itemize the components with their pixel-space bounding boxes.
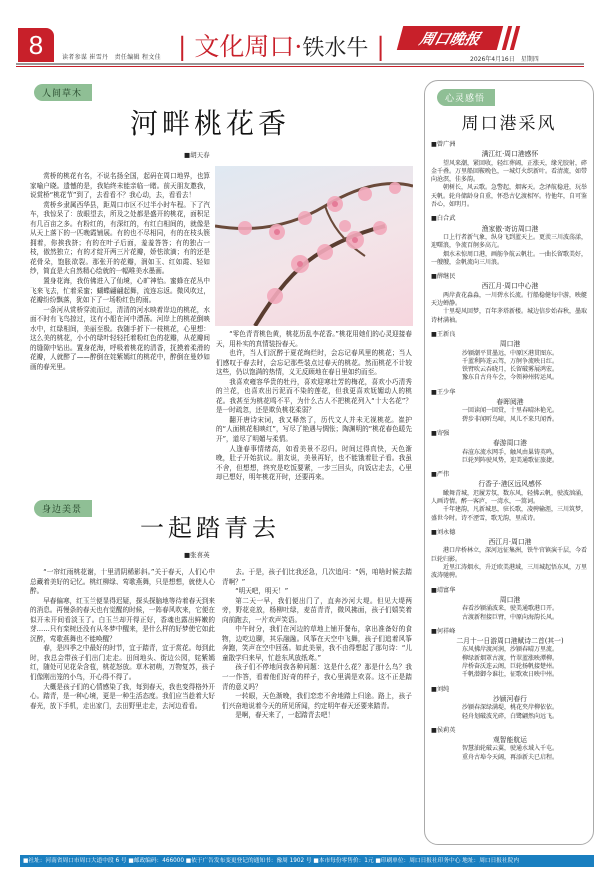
- poem-author: ■何祥峰: [431, 627, 456, 635]
- author-name: 白合武: [436, 215, 456, 223]
- article1-col-left: [30, 172, 210, 502]
- poem-line: 东风拂岸渡河润，沙颍春晴万里流。: [461, 646, 558, 654]
- paragraph: 我喜欢雍容华贵的牡丹，喜欢迎寒壮芳的梅花，喜欢小巧清秀的兰花，也喜欢出污泥而不染的莲花，但我更喜欢妩媚动人的桃花。我甚至为桃花鸣不平，为什么古人不把桃花列入“十大名花”？是一时疏忽，还是欺负桃花柔弱？: [216, 377, 412, 415]
- footer-bar: ■社址：河南省周口市周口大道中段 6 号 ■邮政编码：466000 ■依于广告发布变更登记的通知书：豫周 1902 号 ■本市每份零售价：1元 ■印刷单位：周口日报社印务中心 地址：周口日报社院内: [20, 855, 594, 867]
- poem-author: ■王新良: [431, 330, 456, 338]
- poem-line: 口上行者新气象，纵身飞到蓝天上。更羡三川波荡漾，迎曙浪，争流百舸多高亢。: [431, 233, 588, 250]
- poem-line: 柳绿新烟罩古渡，竹翠蓝涨映潭柳。: [461, 654, 558, 662]
- newspaper-logo: [397, 26, 503, 50]
- paragraph: 第二天一早，我们便出门了，直奔沙河大堤。但见大堤两旁，野花竞放，杨柳吐绿，麦苗青青，微风拂面，孩子们嬉笑着向前跑去，一片欢声笑语。: [222, 596, 412, 624]
- paragraph: 春，是四季之中最好的时节，宜于踏青，宜于赏花。每到此时，我总会带孩子们出门走走。田间地头、街边公园，姹紫嫣红，随处可见花朵含苞，桃花怒放。草木初萌，万物复苏，孩子们像刚出笼的小鸟，开心得不得了。: [30, 644, 215, 682]
- paragraph: 赏桥的桃花有名，不说名扬全国，起码在周口地界，也算家喻户晓。遗憾的是，我始终未能亲临一睹。前天朋友邀我，说赏桥“桃花节”到了，去看看不？我心动，去，看看去！: [30, 172, 210, 200]
- paragraph: “一帘红雨桃花谢，十里清阴稀影斜。”关于春天，人们心中总藏着美好的记忆。桃红柳绿、莺歌燕舞，只是想想，就使人心醉。: [30, 568, 215, 596]
- author-name: 刘纯: [436, 685, 450, 693]
- article2-col-left: [30, 568, 215, 848]
- poem-line: 沙颍春深绿满堤，桃花夹岸柳依依。: [461, 704, 558, 712]
- poem-title: 观智能航运: [493, 736, 527, 745]
- sidebar-title: 周口港采风: [461, 114, 557, 134]
- poem-line: 烟水未惊周口港，画舫争航云帆壮。一曲长留歌美好，一艘艘，金帆流向三川浪。: [431, 250, 588, 266]
- poem-line: 望风来潮，紧回收，轻红葬阔，正涨天，缘光胶射，碎金千叠。万里船回鞍晚色，一城灯火织新叶。看清流，如带向沧溟，佳多韵。: [431, 159, 588, 184]
- page-number: 8: [18, 28, 54, 62]
- paragraph: 是啊，春天来了，一起踏青去吧！: [235, 711, 335, 720]
- poem-line: 重舟古埠今天阔，再添新夫已启程。: [461, 753, 558, 761]
- poem-list: [431, 135, 589, 840]
- paragraph: “零色青青桃色黄，桃花历乱李花香。”桃花用她们的心灵迎接春天，用朴实的真情装扮春天。: [216, 330, 412, 348]
- poem-title: 周口港: [499, 340, 521, 349]
- poem: [431, 727, 589, 762]
- poem-line: 轻舟划破波光碎，白鹭翩然向远飞。: [461, 712, 558, 720]
- poem-line: 春渲东流水网手，触风由巢铸英鸣。: [461, 448, 558, 456]
- author-name: 靖富华: [436, 586, 456, 594]
- poem-title: 周口港: [499, 595, 521, 604]
- author-name: 何祥峰: [436, 627, 456, 635]
- author-name: 刘永德: [436, 528, 456, 536]
- poem-author: ■王少华: [431, 388, 456, 396]
- poem-author: ■刘纯: [431, 685, 450, 693]
- poem-line: 千蓝利阵连云驾，万舸争流映日红。: [461, 357, 558, 365]
- author-name: 薛继民: [436, 273, 456, 281]
- poem-title: 春游周口港: [493, 439, 527, 448]
- author-name: 寄强: [436, 429, 450, 437]
- poem: [431, 686, 589, 721]
- poem-title: 渔家傲·寄访周口港: [481, 224, 539, 233]
- poem-line: 近里江涛烟水，升迁欧美港域，三川城起悟东风，万里波涛驰骋。: [431, 564, 588, 580]
- poem-line: 一回读闻一回赏，十里春晴沐艳光。: [461, 407, 558, 415]
- paragraph: 一转眼，天色渐晚，我们恋恋不舍地踏上归途。路上，孩子们兴奋地说着今天的所见所闻，约定明年春天还要来踏青。: [222, 692, 412, 710]
- poem-line: 十里堤风回梦，百年茅塔新楼。城边信步始春秋，墨取诗材满袖。: [431, 308, 588, 324]
- article2-title: 一起踏青去: [140, 514, 280, 542]
- logo-text: 周口晚报: [417, 29, 483, 48]
- poem: [431, 471, 589, 523]
- sidebar-section-tag: 心灵感悟: [437, 89, 495, 106]
- poem-line: 千年建韵，凡新城思，驻长歌，凌骋输涯，三川筑梦，盛世今时。诗不湮雪，歌无韵，里成诗。: [431, 506, 588, 522]
- section-tag-1: 人间草木: [34, 84, 92, 101]
- poem: [431, 430, 589, 465]
- poem-line: 铁臂吹云吞晓月，长留破雾展鸿宏。: [461, 366, 558, 374]
- author-name: 侯莉英: [436, 726, 456, 734]
- poem-title: 行香子·港区远风感怀: [478, 480, 542, 489]
- paragraph: 孩子们不停地问我各种问题：这是什么花？那是什么鸟？我一一作答，看着他们好奇的样子，我心里满是欢喜。这不正是踏青的意义吗？: [222, 663, 412, 691]
- author-name: 王少华: [436, 388, 456, 396]
- paragraph: 人逢春事情绪高，如看美景不忍归。时间过得真快，天色渐晚，肚子开始抗议。朋友说，美景再好，也不能饿着肚子看。我虽不舍，但想想，终究是吃饭要紧，一步三回头，向饭店走去，心里却已想好，明年桃花开时，还要再来。: [216, 444, 412, 482]
- poetry-sidebar: [424, 80, 594, 845]
- paragraph: 一条河从赏桥穿流而过，清清的河水映着岸边的桃花，水面不时有飞鸟掠过，这有小船在河中漂荡。河岸上的桃花倒映水中，红绿相间，美丽至极。我随手折下一枝桃花，心里想：这么美的桃花，小小的绿叶轻轻托着粉红色的花瓣，从花瓣间的缝隙中钻出。置身花海，呼吸着桃花的清香，抚摸着柔滑的花瓣，人就醉了——醉倒在姹紫嫣红的桃花中，醉倒在曼妙如画的春光里。: [30, 305, 210, 371]
- poem-line: 瞰舞青城，迟履芳氛，数东风，轻拂云帆，驶波汹涌，人画诗情。醉一客庐，一湾水，一篙词。: [431, 489, 588, 505]
- poem: [431, 529, 589, 581]
- poem-title: 二月十一日游周口港赋诗二首(其一): [456, 637, 564, 646]
- column-title-sub: 铁水牛: [302, 36, 369, 61]
- poem-author: ■白合武: [431, 215, 456, 223]
- header-rule: [16, 63, 584, 67]
- poem-line: 智慧油轮破云翼，驶通水域入千屯。: [461, 745, 558, 753]
- poem-author: ■侯莉英: [431, 726, 456, 734]
- paragraph: 也许，当人们沉醉于夏花绚烂时，会忘记春风里的桃花；当人们感叹于春去时，会忘记那些装点过春天的桃花。然而桃花不计较这些，仍以饱满的热情，义无反顾地在春日里如约而至。: [216, 349, 412, 377]
- poem-author: ■曾广洲: [431, 141, 456, 148]
- paragraph: 置身花海，我仿佛进入了仙境，心旷神怡。蜜蜂在花丛中飞来飞去，忙着采蜜；蝴蝶翩翩起舞，流连忘返。微风吹过，花瓣纷纷飘落，犹如下了一场粉红色的雨。: [30, 277, 210, 305]
- poem: [431, 628, 589, 680]
- poem-author: ■刘永德: [431, 528, 456, 536]
- poem: [431, 215, 589, 267]
- article2-byline: ■张喜英: [184, 551, 210, 559]
- poem: [431, 141, 589, 209]
- article1-col-right: [216, 330, 412, 502]
- peach-blossom-photo: [215, 166, 413, 326]
- author-name: 王新良: [436, 330, 456, 338]
- poem-line: 朝树长，风云歌。急警起，烟客天。念泽航稳进，玩举天帆。轮舟储龄身自重，怀恐古亿渡相军。待他年，自可鉴吾心，如明月。: [431, 184, 588, 209]
- author: 胡天春: [190, 151, 210, 159]
- poem-line: 春看沙颍涌波来，驶美通歌港口开。: [461, 605, 558, 613]
- poem-author: ■严伟: [431, 471, 450, 479]
- poem-line: 巨轮列阵驶风势，迎美通歌征旅捷。: [461, 456, 558, 464]
- poem-title: 西江月·周口中心港: [481, 282, 539, 291]
- poem: [431, 331, 589, 383]
- poem-title: 沙颍河春行: [493, 694, 527, 703]
- poem-author: ■寄强: [431, 429, 450, 437]
- author-name: 严伟: [436, 471, 450, 479]
- article2-col-right: [222, 568, 412, 848]
- poem-title: 西江月·周口港: [488, 538, 532, 547]
- poem-line: 两岸黄花淼淼，一川碧水长流。行船稳健每中游，映艇天边蝉静。: [431, 291, 588, 308]
- column-title: | 文化周口·铁水牛 |: [178, 32, 385, 61]
- poem-author: ■薛继民: [431, 273, 456, 281]
- paragraph: “明天吧，明天！”: [235, 587, 289, 596]
- column-title-main: 文化周口: [194, 32, 295, 61]
- poem-line: 豫东自古舟车会，今领神州转运风。: [461, 374, 558, 382]
- paragraph: 中午时分，我们在河边的草地上铺开餐布，拿出准备好的食物，边吃边聊，其乐融融。风筝在天空中飞舞，孩子们追着风筝奔跑，笑声在空中回荡。如此美景，我不由得想起了那句诗：“儿童散学归来早，忙趁东风放纸鸢。”: [222, 625, 412, 662]
- poem-line: 岸桥奋沃连云阁，巨轮扬帆接楚州。: [461, 663, 558, 671]
- author-name: 曾广洲: [436, 141, 456, 148]
- poem-line: 古渡新程接巨臂，中原向海韵长风。: [461, 613, 558, 621]
- poem-line: 港口岸桥林立，深河远征集洲，铁牛官镇演千层，今看巨轮归影。: [431, 547, 588, 563]
- poem-title: 满江红·周口港感怀: [481, 150, 539, 159]
- poem: [431, 273, 589, 325]
- poem: [431, 389, 589, 424]
- author: 张喜英: [190, 551, 210, 559]
- poem-line: 沙颍潮平贯墨远，中原区港贯图东。: [461, 349, 558, 357]
- poem-line: 千帆潜御今谁壮，征歌欢日映中州。: [461, 671, 558, 679]
- issue-date: 2026年4月16日 星期四: [470, 56, 539, 63]
- article1-title: 河畔桃花香: [129, 107, 290, 140]
- paragraph: 大概是孩子们的心情感染了我，每到春天，我也变得格外开心。踏青，是一种心境，更是一种生活态度。我们应当趁着大好春光，放下手机，走出家门，去田野里走走，去河边看看。: [30, 682, 215, 710]
- section-tag-2: 身边美景: [34, 500, 92, 517]
- article1-byline: ■胡天春: [184, 151, 210, 159]
- poem: [431, 587, 589, 622]
- editors-credit: 读者参谋 崔雪丹 责任编辑 程文佳: [62, 54, 161, 61]
- paragraph: 去。于是，孩子们比我还急，几次追问：“妈，咱啥时候去踏青啊？”: [222, 568, 412, 586]
- logo-slash-decoration: [502, 26, 520, 50]
- poem-title: 春晖阅港: [496, 398, 524, 407]
- paragraph: 早春偏寒，红玉兰便显得迟疑，探头探脑地等待着春天到来的消息。再慢条的春天也有觉醒的时候，一阵春风吹来，它便在似开未开间看淡玉了。白玉兰却开得正好，香魂也露出鲜嫩的芽……只有栾树还没有从冬梦中醒来，是什么样的好梦使它如此沉醉，莺歌燕舞也不能唤醒？: [30, 596, 215, 643]
- paragraph: 翻开唐诗宋词，我又释然了，历代文人并未无视桃花。崔护的“人面桃花相映红”，写尽了艳遇与惆怅；陶渊明的“桃花春色暖先开”，道尽了明媚与柔情。: [216, 415, 412, 444]
- poem-author: ■靖富华: [431, 586, 456, 594]
- paragraph: 赏桥乡隶属西华县，距周口市区不过半小时车程。下了汽车，我惊呆了：放眼望去，所及之处都是盛开的桃花，面积足有几百亩之多。有粉红的，有深红的，有红白相间的，就像是从天上落下的一匹晚霞铺展。有的也不尽相同，有的在枝头簇拥着，你挨我挤；有的在叶子后面，羞羞答答；有的独占一枝，傲然独立；有的才绽开两三片花瓣，娇怯欲滴；有的还是花骨朵，饱胀欲裂。那张开的花瓣，润如玉、红如霞、轻如纱，简直是大自然精心绘就的一幅唯美水墨画。: [30, 200, 210, 276]
- poem-line: 碧步非闻听鸟啼，风儿不来只闻香。: [461, 415, 558, 423]
